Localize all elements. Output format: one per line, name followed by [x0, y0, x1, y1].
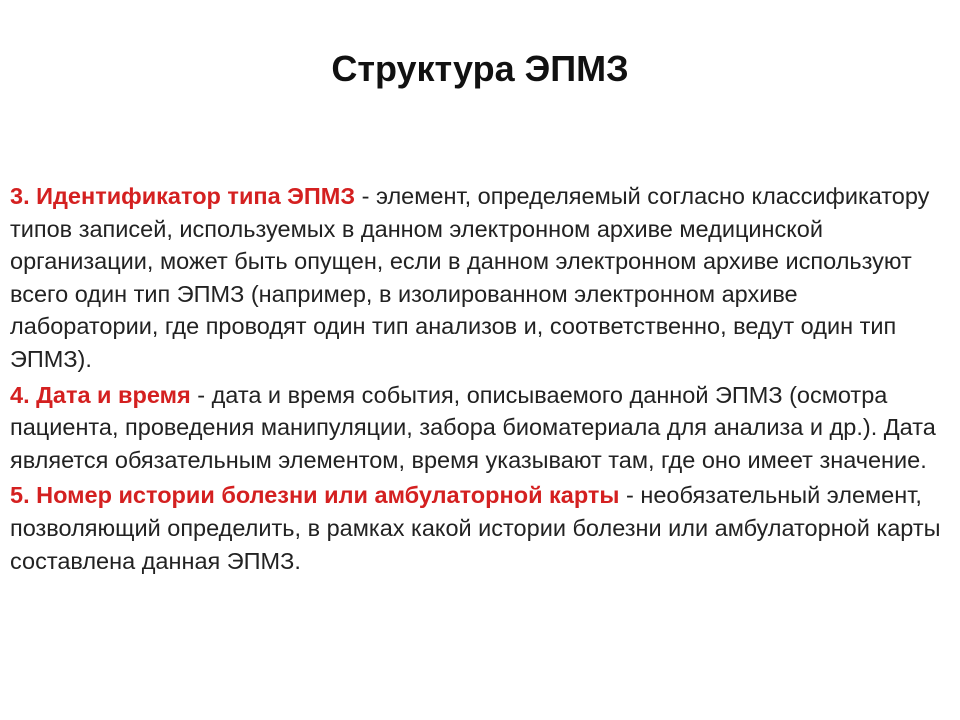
- item-term: 4. Дата и время: [10, 381, 191, 408]
- item-term: 5. Номер истории болезни или амбулаторной карты: [10, 482, 620, 509]
- slide-content: [10, 180, 950, 580]
- list-item-date-time: [10, 379, 950, 477]
- slide-title: Структура ЭПМЗ: [331, 48, 629, 89]
- item-term: 3. Идентификатор типа ЭПМЗ: [10, 183, 356, 209]
- list-item-record-number: [10, 479, 950, 577]
- item-description: - дата и время события, описываемого данной ЭПМЗ (осмотра пациента, проведения манипуляции, забора биоматериала для анализа и др.). Дата является обязательным элементом, время указывают там, где оно имеет значение.: [10, 381, 936, 473]
- item-description: - необязательный элемент, позволяющий определить, в рамках какой истории болезни или амбулаторной карты составлена данная ЭПМЗ.: [10, 482, 941, 574]
- item-description: - элемент, определяемый согласно классификатору типов записей, используемых в данном электронном архиве медицинской организации, может быть опущен, если в данном электронном архиве используют всего один тип ЭПМЗ (например, в изолированном электронном архиве лаборатории, где проводят один тип анализов и, соответственно, ведут один тип ЭПМЗ).: [10, 183, 930, 372]
- list-item-type-identifier: [10, 180, 950, 376]
